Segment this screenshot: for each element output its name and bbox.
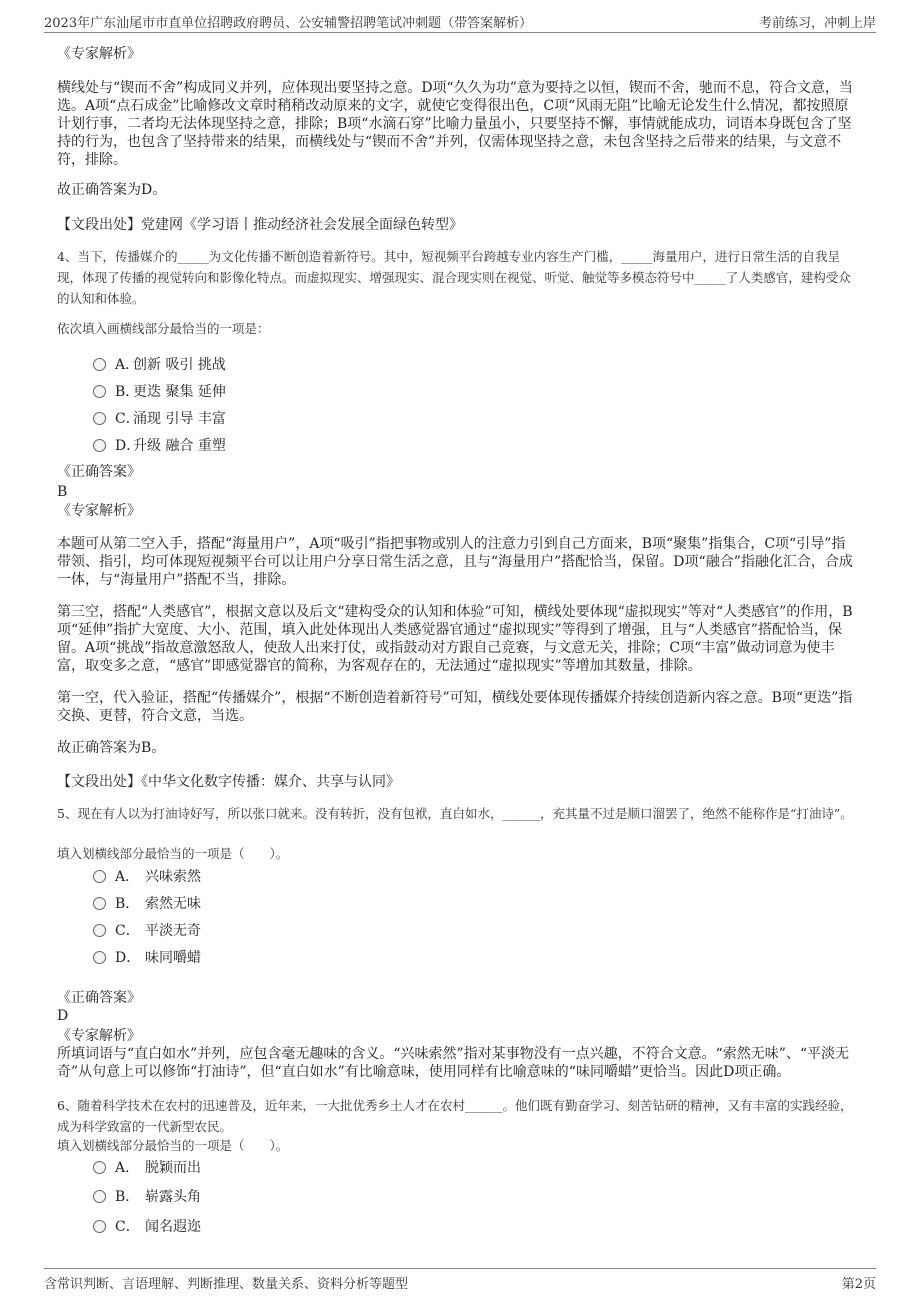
q5-answer: D [57, 1008, 69, 1024]
q4-conclusion: 故正确答案为B。 [57, 740, 166, 756]
q3-source: 【文段出处】党建网《学习语丨推动经济社会发展全面绿色转型》 [57, 217, 463, 233]
q6-option-c[interactable]: C． 闻名遐迩 [93, 1216, 201, 1236]
q6-stem: 6、随着科学技术在农村的迅速普及，近年来，一大批优秀乡土人才在农村______。他们既有勤奋学习、刻苦钻研的精神，又有丰富的实践经验，成为科学致富的一代新型农民。 [57, 1098, 853, 1134]
q4-source: 【文段出处】《中华文化数字传播：媒介、共享与认同》 [57, 774, 400, 790]
radio-icon[interactable] [93, 1161, 106, 1174]
q4-analysis-part2: 第三空，搭配“人类感官”，根据文意以及后文“建构受众的认知和体验”可知，横线处要体现“虚拟现实”等对“人类感官”的作用，B项“延伸”指扩大宽度、大小、范围，填入此处体现出人类感觉器官通过“虚拟现实”等得到了增强，且与“人类感官”搭配恰当，保留。A项“挑战”指故意激怒敌人，使敌人出来打仗，或指鼓动对方跟自己竞赛，与文意无关，排除；C项“丰富”做动词意为使丰富，取变多之意，“感官”即感觉器官的简称，为客观存在的，无法通过“虚拟现实”等增加其数量，排除。 [57, 604, 853, 674]
q6-option-b[interactable]: B． 崭露头角 [93, 1186, 201, 1206]
q3-analysis-title: 《专家解析》 [57, 46, 141, 62]
q4-analysis-part1: 本题可从第二空入手，搭配“海量用户”，A项“吸引”指把事物或别人的注意力引到自己方面来，B项“聚集”指集合，C项“引导”指带领、指引，均可体现短视频平台可以让用户分享日常生活之意，且与“海量用户”搭配恰当，保留。D项“融合”指融化汇合，合成一体，与“海量用户”搭配不当，排除。 [57, 536, 853, 588]
radio-icon[interactable] [93, 358, 106, 371]
q5-option-a[interactable]: A． 兴味索然 [93, 866, 201, 886]
radio-icon[interactable] [93, 897, 106, 910]
document-title: 2023年广东汕尾市市直单位招聘政府聘员、公安辅警招聘笔试冲刺题（带答案解析） [44, 16, 533, 31]
q4-analysis-title: 《专家解析》 [57, 503, 141, 519]
q4-option-d[interactable]: D．升级 融合 重塑 [93, 435, 226, 455]
q4-analysis-part3: 第一空，代入验证，搭配“传播媒介”，根据“不断创造着新符号”可知，横线处要体现传播媒介持续创造新内容之意。B项“更迭”指交换、更替，符合文意，当选。 [57, 690, 853, 724]
page-number: 第2页 [841, 1277, 876, 1292]
q4-prompt: 依次填入画横线部分最恰当的一项是： [57, 321, 270, 336]
radio-icon[interactable] [93, 924, 106, 937]
q4-option-c[interactable]: C．涌现 引导 丰富 [93, 408, 226, 428]
q3-analysis: 横线处与“锲而不舍”构成同义并列，应体现出要坚持之意。D项“久久为功”意为要持之以恒，锲而不舍，驰而不息，符合文意，当选。A项“点石成金”比喻修改文章时稍稍改动原来的文字，就使它变得很出色，C项“风雨无阻”比喻无论发生什么情况，都按照原计划行事，二者均无法体现坚持之意，排除；B项“水滴石穿”比喻力量虽小，只要坚持不懈，事情就能成功，词语本身既包含了坚持的行为，也包含了坚持带来的结果，而横线处与“锲而不舍”并列，仅需体现坚持之意，未包含坚持之后带来的结果，与文意不符，排除。 [57, 80, 853, 168]
q5-option-d[interactable]: D． 味同嚼蜡 [93, 947, 201, 967]
q5-prompt: 填入划横线部分最恰当的一项是（ ）。 [57, 846, 289, 861]
q3-conclusion: 故正确答案为D。 [57, 182, 167, 198]
page-header [44, 10, 876, 33]
radio-icon[interactable] [93, 412, 106, 425]
q4-option-a[interactable]: A．创新 吸引 挑战 [93, 354, 226, 374]
q6-option-a[interactable]: A． 脱颖而出 [93, 1157, 201, 1177]
q5-analysis: 所填词语与“直白如水”并列，应包含毫无趣味的含义。“兴味索然”指对某事物没有一点兴趣，不符合文意。“索然无味”、“平淡无奇”从句意上可以修饰“打油诗”，但“直白如水”有比喻意味，使用同样有比喻意味的“味同嚼蜡”更恰当。因此D项正确。 [57, 1046, 850, 1080]
radio-icon[interactable] [93, 439, 106, 452]
header-slogan: 考前练习，冲刺上岸 [758, 16, 876, 31]
q5-analysis-title: 《专家解析》 [57, 1028, 141, 1044]
q4-answer-title: 《正确答案》 [57, 464, 141, 480]
page-footer [44, 1268, 876, 1291]
q4-option-b[interactable]: B．更迭 聚集 延伸 [93, 381, 226, 401]
radio-icon[interactable] [93, 385, 106, 398]
q4-stem: 4、当下，传播媒介的_____为文化传播不断创造着新符号。其中，短视频平台跨越专业内容生产门槛，_____海量用户，进行日常生活的自我呈现，体现了传播的视觉转向和影像化特点。而虚拟现实、增强现实、混合现实则在视觉、听觉、触觉等多模态符号中_____了人类感官，建构受众的认知和体验。 [57, 249, 851, 306]
q4-answer: B [57, 484, 68, 500]
q6-prompt: 填入划横线部分最恰当的一项是（ ）。 [57, 1138, 289, 1153]
q5-answer-title: 《正确答案》 [57, 990, 141, 1006]
radio-icon[interactable] [93, 1190, 106, 1203]
q5-stem: 5、现在有人以为打油诗好写，所以张口就来。没有转折，没有包袱，直白如水，______，充其量不过是顺口溜罢了，绝然不能称作是“打油诗”。 [57, 806, 853, 821]
radio-icon[interactable] [93, 951, 106, 964]
q5-option-c[interactable]: C． 平淡无奇 [93, 920, 201, 940]
q5-option-b[interactable]: B． 索然无味 [93, 893, 201, 913]
radio-icon[interactable] [93, 870, 106, 883]
footer-topics: 含常识判断、言语理解、判断推理、数量关系、资料分析等题型 [44, 1277, 409, 1292]
radio-icon[interactable] [93, 1220, 106, 1233]
